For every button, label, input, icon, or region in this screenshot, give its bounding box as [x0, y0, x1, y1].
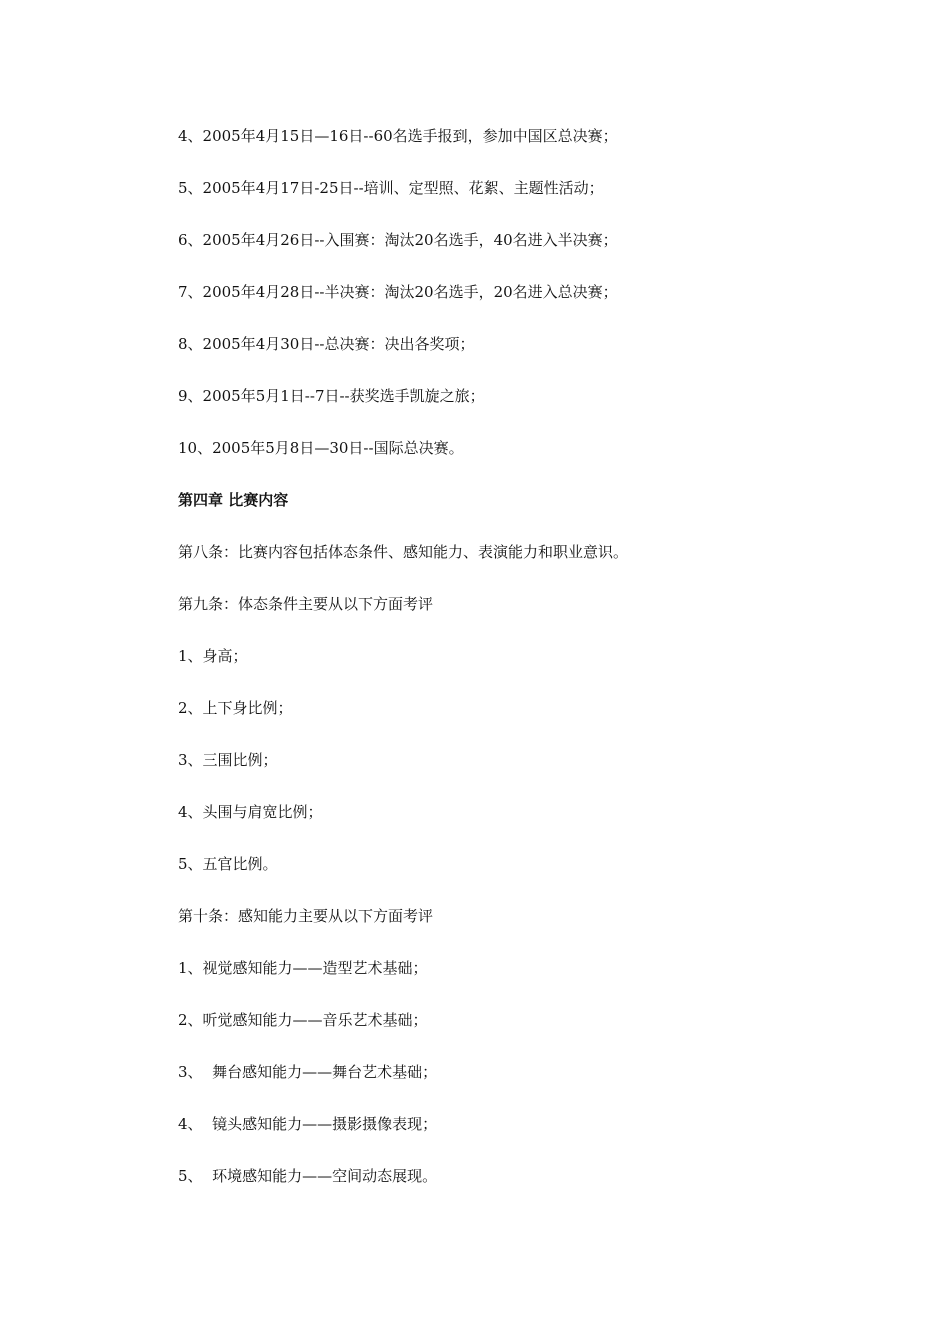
article-9-item-5: 5、五官比例。 [178, 855, 278, 873]
article-9-item-4: 4、头围与肩宽比例； [178, 803, 323, 821]
article-10-item-3: 3、 舞台感知能力——舞台艺术基础； [178, 1063, 438, 1081]
schedule-item-5: 5、2005年4月17日-25日--培训、定型照、花絮、主题性活动； [178, 179, 604, 197]
schedule-item-8: 8、2005年4月30日--总决赛：决出各奖项； [178, 335, 475, 353]
schedule-item-7: 7、2005年4月28日--半决赛：淘汰20名选手，20名进入总决赛； [178, 283, 618, 301]
article-9-item-3: 3、三围比例； [178, 751, 278, 769]
schedule-item-10: 10、2005年5月8日—30日--国际总决赛。 [178, 439, 464, 457]
article-9-item-2: 2、上下身比例； [178, 699, 293, 717]
article-10-item-2: 2、听觉感知能力——音乐艺术基础； [178, 1011, 428, 1029]
article-10-item-1: 1、视觉感知能力——造型艺术基础； [178, 959, 428, 977]
article-8: 第八条：比赛内容包括体态条件、感知能力、表演能力和职业意识。 [178, 543, 629, 561]
article-10-item-4: 4、 镜头感知能力——摄影摄像表现； [178, 1115, 438, 1133]
article-9-title: 第九条：体态条件主要从以下方面考评 [178, 595, 434, 613]
article-9-item-1: 1、身高； [178, 647, 248, 665]
schedule-item-6: 6、2005年4月26日--入围赛：淘汰20名选手，40名进入半决赛； [178, 231, 618, 249]
article-10-item-5: 5、 环境感知能力——空间动态展现。 [178, 1167, 438, 1185]
schedule-item-9: 9、2005年5月1日--7日--获奖选手凯旋之旅； [178, 387, 485, 405]
article-10-title: 第十条：感知能力主要从以下方面考评 [178, 907, 434, 925]
document-page [178, 126, 878, 1218]
chapter-4-heading: 第四章 比赛内容 [178, 491, 289, 509]
schedule-item-4: 4、2005年4月15日—16日--60名选手报到，参加中国区总决赛； [178, 127, 618, 145]
